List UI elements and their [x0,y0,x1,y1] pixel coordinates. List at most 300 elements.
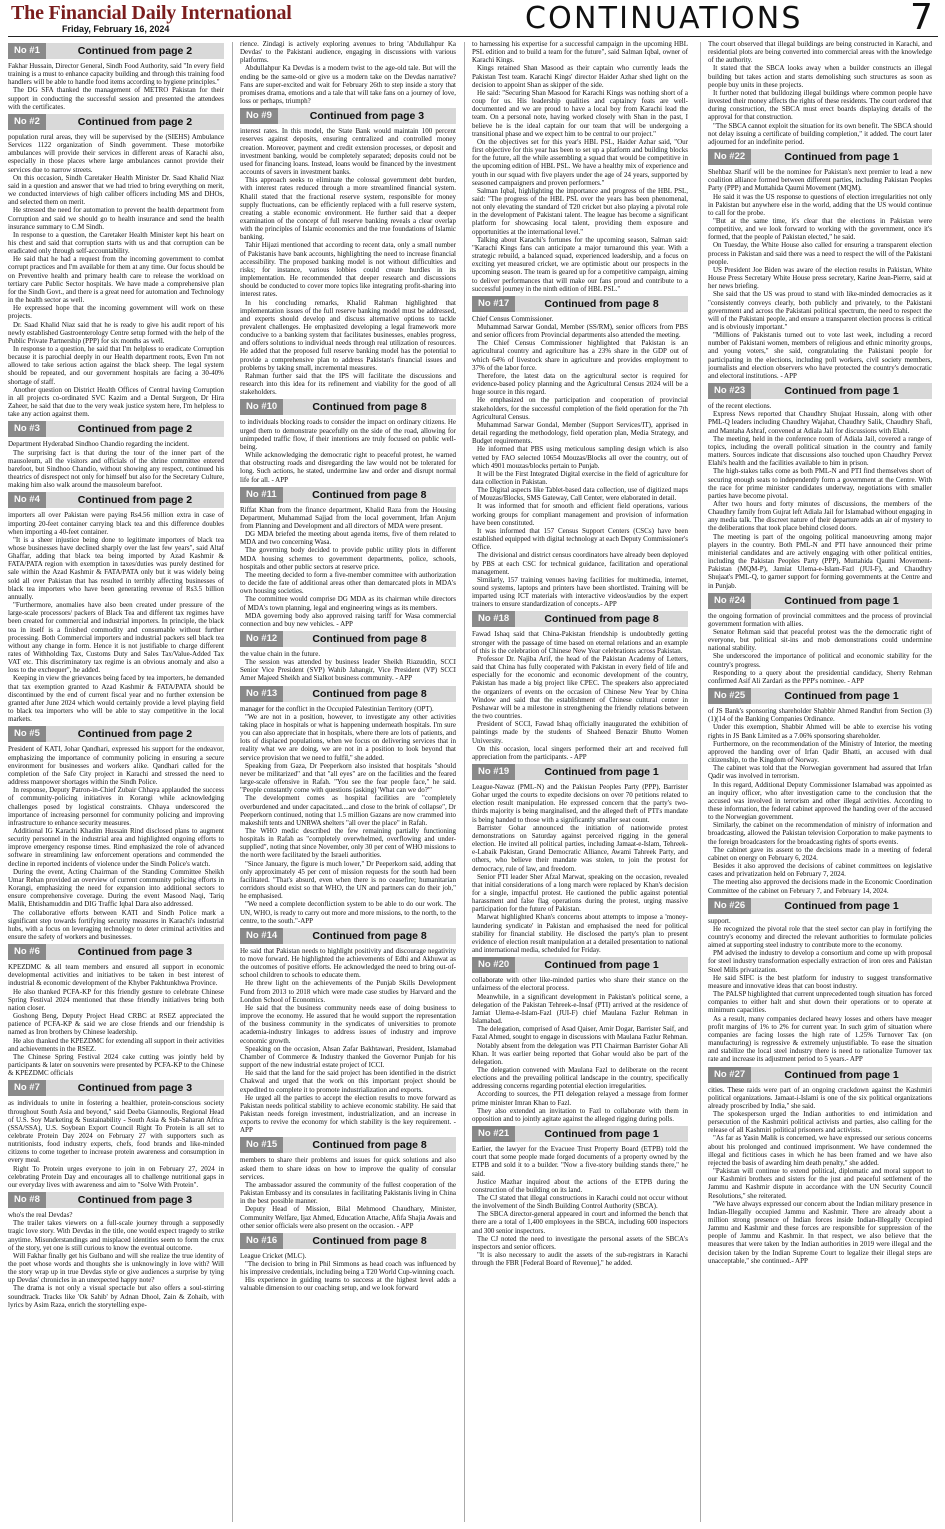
article-header [240,108,456,124]
article-paragraph: In response to a question, he said that I'm helpless to eradicate Corruption because it is parochial deeply in our Health department roots, Even I'm not allowed to take serious action against the black sheep. The legal system should be repeated, and our government hospitals are facing a 30-40% shortage of staff. [8,345,224,386]
article-paragraph: While acknowledging the democratic right to peaceful protest, he warned that obstructing roads and disregarding the law would not be tolerated for long. Such actions, he stated, undermine law and order and disrupt normal life for all. - APP [240,451,456,484]
article-continuation [8,726,224,941]
continued-from-label: Continued from page 1 [515,957,688,973]
article-paragraph: On Tuesday, the White House also called for ensuring a transparent election process in Pakistan and said there was a need to respect the will of the Pakistani people. [708,241,932,266]
article-header [8,1192,224,1208]
article-paragraph: Similarly, the cabinet on the recommendation of ministry of information and broadcasting, allowed the Pakistan television Corporation to make payments to the foreign broadcasters for the broadcasting rights of sports events. [708,821,932,846]
article-paragraph: Deputy Head of Mission, Bilal Mehmood Chaudhary, Minister, Community Welfare, Ijaz Ahmed, Education Attache, Afifa Shajia Awais and other senior officials were also present on the occasion. - APP [240,1205,456,1230]
article-paragraph: Senator Rehman said that peaceful protest was the the democratic right of everyone, but political sit-ins and mob demonstrations could undermine national stability. [708,628,932,653]
article-paragraph: Barrister Gohar announced the initiation of nationwide protest demonstrations on Saturday against perceived rigging in the general election. He invited all political parties, including Jamaat-e-Islam, Tehreek-e-Labaik Pakistan, Grand Democratic Alliance, Awami Tahreek Party, and others, who believe their mandate was stolen, to join the protest for democracy, rule of law, and freedom. [472,823,688,873]
article-header [240,928,456,944]
article-paragraph: After two hours and forty minutes of discussions, the members of the Chaudhry family from Gujrat left Adiala Jail for Islamabad without engaging in any media talk. The discreet nature of their departure adds an air of mystery to the deliberations that took place behind closed doors. [708,499,932,533]
article-paragraph: "Millions of Pakistanis turned out to vote last week, including a record number of Pakistani women, members of religious and ethnic minority groups, and young voters," she said, congratulating the Pakistani people for participating in the elections, including poll workers, civil society members, journalists and election observers who have protected the country's democratic and electoral institutions. - APP [708,331,932,380]
article-header [240,686,456,702]
article-header [708,898,932,914]
continued-from-label: Continued from page 2 [46,492,224,508]
article-paragraph: US President Joe Biden was aware of the election results in Pakistan, White House Press Secretary White House press secretary, Karine Jean-Pierre, said at her news briefing. [708,265,932,291]
article-paragraph: Furthermore, on the recommendation of the Ministry of Interior, the meeting approved the handing over of Irfan Qadir Bhatti, an accused with dual citizenship, to the Kingdom of Norway. [708,739,932,765]
article-continuation [8,43,224,111]
article-paragraph: Dr. Saad Khalid Niaz said that he is ready to give his audit report of his newly established Gastroenterology Centre setup formed with the help of the Public Private Partnership (PPP) for six months as well. [8,320,224,345]
article-paragraph: Muhammad Sarwar Gondal, Member (SS/RM), senior officers from PBS and senior officers from Provincial departments also attended the meeting. [472,323,688,340]
article-paragraph: During the event, Acting Chairman of the Standing Committee Sheikh Umar Rehan provided an overview of current community policing efforts in Korangi, emphasizing the need for expansion into additional sectors to ensure comprehensive coverage. During the event Masood Naqi, Tariq Malik, Ehtishamuddin and DIG Traffic Iqbal Dara also addressed. [8,867,224,909]
article-paragraph: Express News reported that Chaudhry Shujaat Hussain, along with other PML-Q leaders including Chaudhry Wajahat, Chaudhry Salik, Chaudhry Shafi, and Mantaha Ashraf, convened at Adiala Jail for discussions with Elahi. [708,410,932,435]
article-paragraph: Notably absent from the delegation was PTI Chairman Barrister Gohar Ali Khan. It was earlier being reported that Gohar would also be part of the delegation. [472,1041,688,1066]
masthead-divider [8,36,938,37]
article-paragraph: On the objectives set for this year's HBL PSL, Haider Azhar said, "Our first objective for this year has been to set up a platform and building blocks for the future, all the while assembling a squad that would be competitive in the upcoming edition of HBL PSL. We have a healthy mix of experience and youth in our squad with five players under the age of 24 years, supported by seasoned campaigners and proven performers." [472,137,688,187]
article-paragraph: The CJ stated that illegal constructions in Karachi could not occur without the involvement of the Sindh Building Control Authority (SBCA). [472,1194,688,1211]
article-paragraph: "Furthermore, anomalies have also been created under pressure of the large-scale processors/ packers of Black Tea and different tax regimes have been created for commercial and industrial importers. In principle, the black tea in itself is a finished commodity and consumable without further processing. Both Commercial importers and industrial packers sell black tea without any change in form. Hence it is not justifiable to charge different rates of Withholding Tax, Customs Duty and Sales Tax/Value-Added Tax VAT etc. This discriminatory tax regime is an obvious anomaly and also a loss to the exchequer", he added. [8,601,224,675]
continued-from-label: Continued from page 3 [46,1192,224,1208]
article-continuation [8,421,224,489]
article-body [472,40,688,293]
article-continuation [240,487,456,628]
article-paragraph: He also thanked PCFA-KP for this friendly gesture to celebrate Chinese Spring Festival 2024 mentioned that these friendly initiatives bring both nation closer. [8,987,224,1012]
article-number-badge: No #13 [240,686,283,702]
article-header [472,764,688,780]
article-continuation [240,399,456,483]
newspaper-name: The Financial Daily International [11,2,292,24]
article-paragraph: He said that Pakistan needs to highlight positivity and discourage negativity to move forward. He highlighted the achievements of Edhi and Akhuwat as the outcomes of positive efforts. He acknowledged the need to bring out-of-school children to schools to educate them. [240,946,456,980]
article-number-badge: No #19 [472,764,515,780]
article-paragraph: Besides it also approved the decisions of cabinet committees on legislative cases and privatization held on February 7, 2024. [708,862,932,879]
article-number-badge: No #5 [8,726,46,742]
continued-from-label: Continued from page 8 [283,487,456,503]
article-continuation [240,1233,456,1293]
article-paragraph: Fakhar Hussain, Director General, Sindh Food Authority, said "In every field training is a must to enhance capacity building and through this training food handlers will be able to handle food items according to hygiene principles." [8,62,224,87]
article-paragraph: who's the real Devdas? [8,1211,73,1220]
article-continuation [240,928,456,1135]
article-header [240,487,456,503]
article-paragraph: "We have always expressed our concern about the Indian military presence in Indian-Illegally occupied Jammu and Kashmir. There are already about a million strong presence of Indian forces inside Indian-Illegally Occupied Jammu and Kashmir and these forces are responsible for suppression of the people of Jammu and Kashmir. In that respect, we also believe that the measures that were taken by the Indian authorities in 2019 were illegal and the decision taken by the Indian Supreme Court to legalize their illegal steps are unacceptable," she continued.- APP [708,1199,932,1265]
article-paragraph: support. [708,916,731,925]
article-number-badge: No #23 [708,383,751,399]
article-paragraph: The PALSP highlighted that current unprecedented tough situation has forced companies to either halt and shut down their operations or to operate at minimum capacities. [708,990,932,1015]
article-body [8,62,224,111]
article-paragraph: The cabinet was told that the Norwegian government had assured that Irfan Qadir was involved in terrorism. [708,764,932,781]
article-paragraph: The development comes as hospital facilities are "completely overburdened and under capacitated....and close to the brink of collapse", Dr Peeperkorn continued, noting that 1.5 million Gazans are now crammed into makeshift tents and UNRWA shelters "all over the place" in Rafah. [240,794,456,827]
article-paragraph: He emphasized on the participation and cooperation of provincial stakeholders, for the successful completion of the field operation for the 7th Agricultural Census. [472,396,688,421]
article-paragraph: President of SCCI, Fawad Ishaq officially inaugurated the exhibition of paintings made by the students of Shaheed Benazir Bhutto Women University. [472,720,688,745]
article-paragraph: Justice Mazhar inquired about the actions of the ETPB during the construction of the building on its land. [472,1177,688,1194]
article-paragraph: "The SBCA cannot exploit the situation for its own benefit. The SBCA should not delay issuing a certificate of building completion," it added. The court later adjourned for an indefinite period. [708,121,932,146]
article-paragraph: In his concluding remarks, Khalid Rahman highlighted that implementation issues of the full reserve banking model must be addressed, and experts should develop and discuss alternative options to tackle prevalent challenges. He emphasized developing a legal framework more conducive to a banking system that facilitates businesses, enables progress, and offers solutions to individual needs through real utilization of resources. He added that the proposed full reserve banking model has the potential to provide a comprehensive plan to address Pakistan's financial issues and problems by taking small, incremental measures. [240,298,456,372]
article-continuation [240,40,456,105]
article-body [8,963,224,1077]
article-paragraph: The Chief Census Commissioner highlighted that Pakistan is an agricultural country and agriculture has a 23% share in the GDP out of which 64% of livestock share in agriculture and provides employment to 37% of the labor force. [472,339,688,372]
article-paragraph: "The decision to bring in Phil Simmons as head coach was influenced by his impressive credentials, including being a T20 World Cup-winning coach. [240,1260,456,1277]
article-paragraph: MDA governing body also approved raising tariff for Wasa commercial connection and buy new vehicles. - APP [240,611,456,628]
continued-from-label: Continued from page 8 [283,399,456,415]
article-number-badge: No #10 [240,399,283,415]
article-header [708,149,932,165]
article-number-badge: No #8 [8,1192,46,1208]
article-header [708,1067,932,1083]
article-paragraph: He expressed hope that the incoming government will work on these projects. [8,304,224,321]
article-body [240,705,456,925]
continued-from-label: Continued from page 3 [46,1080,224,1096]
column-1 [8,40,224,1524]
article-paragraph: League-Nawaz (PML-N) and the Pakistan Peoples Party (PPP), Barrister Gohar urged the courts to expedite decisions on over 70 petitions related to election result manipulation. He expressed concern that the party's two-thirds majority is being marginalised, and the alleged theft of PTI's mandate is being handed to those with a significantly smaller seat count. [472,782,688,824]
article-paragraph: Similarly, 157 training venues having facilities for multimedia, internet, sound systems, laptops and printers have been shortlisted. Training will be imparted using ICT materials with interactive videos/audios by the expert trainers to ensure standardization of concepts.- APP [472,575,688,609]
article-paragraph: He also thanked the KPEZDMC for extending all support in their activities and achievements in the RSEZ. [8,1036,224,1053]
section-title: CONTINUATIONS [525,1,803,36]
continued-from-label: Continued from page 3 [278,108,456,124]
article-paragraph: The Chinese Spring Festival 2024 cake cutting was jointly held by participants & later on souvenirs were presented by PCFA-KP to the Chinese & KPEZDMC officials [8,1052,224,1078]
article-paragraph: Senior PTI leader Sher Afzal Marwat, speaking on the occasion, revealed that initial considerations of a long march were replaced by Khan's decision for a single, impactful protest. He cautioned the public against potential harassment and false flag operations during the protest, urging massive participation for the future of Pakistan. [472,872,688,914]
continued-from-label: Continued from page 1 [751,149,932,165]
article-paragraph: "But at the same time, it's clear that the elections in Pakistan were competitive, and we look forward to working with the government, once it's formed, that the people of Pakistan elected," he said. [708,216,932,242]
article-paragraph: "Pakistan will continue to extend political, diplomatic and moral support to our Kashmiri brothers and sisters for the just and peaceful settlement of the Jammu and Kashmir dispute in accordance with the UN Security Council Resolutions," she reiterated. [708,1167,932,1200]
page-number: 7 [910,0,933,38]
article-paragraph: "We are not in a position, however, to investigate any other activities taking place in hospitals or what is happening underneath hospitals. I'm sure you can also appreciate that in hospitals, where there are lots of patients, and lots of displaced populations, when we focus on delivering services that in reality what we are doing, we are not in a position to look beyond that service provision that we need to fulfil," she added. [240,712,456,762]
article-paragraph: "As far as Yasin Malik is concerned, we have expressed our serious concerns about his prolonged and continued imprisonment. We have condemned the illegal and fictitious cases in which he has been framed and we have also rejected the basis of awarding him death penalty," she added. [708,1134,932,1167]
article-paragraph: The SBCA director-general appeared in court and informed the bench that there are a total of 1,400 employees in the SBCA, including 600 inspectors and 300 senior inspectors. [472,1210,688,1235]
article-paragraph: The DG SFA thanked the management of METRO Pakistan for their support in conducting the successful session and presented the attendees with the certificates. [8,86,224,111]
article-body [8,511,224,723]
column-divider [700,42,701,1522]
continued-from-label: Continued from page 8 [283,631,456,647]
article-paragraph: He threw light on the achievements of the Punjab Skills Development Fund from 2013 to 2018 which were made case studies by Harvard and the London School of Economics. [240,979,456,1004]
article-paragraph: Muhammad Sarwar Gondal, Member (Support Services/IT), apprised in detail regarding the methodology, field operation plan, Media Strategy, and Budget requirements. [472,420,688,446]
article-continuation [708,149,932,380]
article-paragraph: The WHO medic described the few remaining partially functioning hospitals in Rafah as "completely overwhelmed, overflowing and under-supplied", noting that since November, only 30 per cent of WHO missions to the north were facilitated by the Israeli authorities. [240,826,456,860]
column-4 [708,40,932,1524]
article-number-badge: No #21 [472,1126,515,1142]
continued-from-label: Continued from page 2 [46,726,224,742]
article-header [708,688,932,704]
continued-from-label: Continued from page 2 [46,43,224,59]
article-number-badge: No #11 [240,487,283,503]
article-continuation [472,1126,688,1267]
article-body [240,1252,456,1293]
continued-from-label: Continued from page 8 [283,928,456,944]
article-paragraph: The CJ noted the need to investigate the personal assets of the SBCA's inspectors and senior officers. [472,1234,688,1251]
article-paragraph: cities. These raids were part of an ongoing crackdown against the Kashmiri political organizations. Jamaat-i-Islami is one of the six political organizations already proscribed by India," she said. [708,1085,932,1110]
article-paragraph: He stressed the need for automation to prevent the health department from Corruption and said we should go to health insurance and send the health insurance summary to C.M Sindh. [8,206,224,231]
article-body [708,917,932,1064]
article-paragraph: "It is also necessary to audit the assets of the sub-registrars in Karachi through the FBR [Federal Board of Revenue]," he added. [472,1251,688,1268]
article-paragraph: interest rates. In this model, the State Bank would maintain 100 percent reserves against deposits, ensuring centralized and controlled money creation. Moreover, payment and credit extension processes, or deposit and investment banking, would be completely separated; deposits could not be used for financing loans. Instead, loans would be financed by the investment accounts of savers in investment banks. [240,127,456,177]
masthead [0,0,945,36]
article-paragraph: Marwat highlighted Khan's concerns about attempts to impose a 'money-laundering syndicate' in Pakistan and emphasised the need for political stability for financial stability. He disclosed the party's plan to present evidence of election result manipulation at a detailed presentation to national and international media, scheduled for Friday. [472,913,688,955]
article-paragraph: The meeting is part of the ongoing political manoeuvring among major players in the country. Both PML-N and PTI have announced their prime ministerial candidates and are actively engaging with other political entities, including the Pakistan Peoples Party (PPP), Muttahida Qaumi Movement-Pakistan (MQM-P), Jamiat Ulema-e-Islam-Fazl (JUI-F), and Chaudhry Shujaat's PML-Q, to garner support for forming governments at the Centre and in Punjab. [708,532,932,590]
continued-from-label: Continued from page 1 [515,764,688,780]
article-paragraph: The court observed that illegal buildings are being constructed in Karachi, and residential plots are being converted into commercial areas with the knowledge of the authority. [708,40,932,65]
article-body [472,976,688,1123]
article-paragraph: Another question on District Health Offices of Central having Corruption in all projects co-ordinated SVC Kazim and a Dental Surgeon, Dr Hira Zaheer, he said that due to the very weak justice system here, I'm helpless to take any action against them. [8,385,224,419]
continued-from-label: Continued from page 2 [46,114,224,130]
article-paragraph: Right To Protein urges everyone to join in on February 27, 2024 in celebrating Protein Day and encourages all to challenge nutritional gaps in our everyday lives with awareness and aim to "Solve With Protein". [8,1164,224,1189]
article-paragraph: to harnessing his expertise for a successful campaign in the upcoming HBL PSL edition and to build a team for the future", said Salman Iqbal, owner of Karachi Kings. [472,40,688,65]
article-paragraph: Will Fakhar finally get his Gulbano and will she realize the true identity of the poet whose words and thoughts she is unknowingly in love with? Will the story wrap up in true Devdas style or give audiences a surprise by tying up Devdas' chronicles in an unexpected happy note? [8,1251,224,1285]
article-paragraph: As a result, many companies declared heavy losses and others have meager profit margins of 1% to 2% for current year. In such grim of situation where companies are facing losses the high rate of 1.25% Turnover Tax (on manufacturing) is regressive & extremely unjustifiable. To ease the situation and stabilize the local steel industry there is need to rationalize Turnover tax rate and increase its adjustment period to 5 years.- APP [708,1014,932,1064]
article-paragraph: DG MDA briefed the meeting about agenda items, five of them related to MDA and two concerning Wasa. [240,530,456,547]
article-paragraph: On this occasion, Sindh Caretaker Health Minister Dr. Saad Khalid Niaz said in a question and answer that we had tried to bring everything on merit, we conducted interviews of high caliber officers including MS and DHOs, and selected them on merit. [8,173,224,207]
article-paragraph: Professor Dr. Najiba Arif, the head of the Pakistan Academy of Letters, said that China has fully cooperated with Pakistan in every field of life and especially for the economic and economic development of the country, Pakistan has made a big project like CPEC. The speakers also appreciated the organizers of events on the occasion of Chinese New Year by China Window and said that the establishment of Chinese cultural center in Peshawar will be a milestone in strengthening the friendly relations between the two countries. [472,654,688,721]
article-header [708,593,932,609]
article-number-badge: No #7 [8,1080,46,1096]
article-header [240,1233,456,1249]
article-paragraph: In response, Deputy Patron-in-Chief Zubair Chhaya applauded the success of community-policing initiatives in Korangi while acknowledging challenges posed by logistical constraints. Chhaya underscored the importance of increasing personnel for community policing and improving infrastructure to enhance security measures. [8,786,224,827]
article-paragraph: Kings retained Shan Masood as their captain who currently leads the Pakistan Test team. Karachi Kings' director Haider Azhar shed light on the decision to appoint Shan as skipper of the side. [472,64,688,89]
article-continuation [8,944,224,1077]
article-paragraph: "We need a complete deconfliction system to be able to do our work. The UN, WHO, is ready to carry out more and more missions, to the north, to the centre, to the south."-APP [240,900,456,925]
article-paragraph: The delegation convened with Maulana Fazl to deliberate on the recent elections and the prevailing political landscape in the country, specifically addressing concerns regarding potential election irregularities. [472,1065,688,1091]
article-header [472,957,688,973]
article-number-badge: No #4 [8,492,46,508]
article-number-badge: No #14 [240,928,283,944]
continued-from-label: Continued from page 8 [283,686,456,702]
article-continuation [8,1080,224,1189]
article-paragraph: KPEZDMC & all team members and ensured all support in economic developmental activities and initiatives to be taken in best interest of industrial & economic development of the Khyber Pakhtunkhwa Province. [8,963,224,988]
article-continuation [240,631,456,683]
article-continuation [240,1137,456,1229]
article-paragraph: The meeting, held in the conference room of Adiala Jail, covered a range of topics, including the overall political situation in the country and family matters. Sources indicate that discussions also touched upon Chaudhry Pervez Elahi's health and the facilities available to him in prison. [708,434,932,468]
article-paragraph: They also extended an invitation to Fazl to collaborate with them in opposition and to jointly agitate against the alleged rigging during polls. [472,1106,688,1123]
column-divider [464,42,465,1522]
article-paragraph: The drama is not only a visual spectacle but also offers a soul-stirring soundtrack. Tracks like 'Ok Sahib' by Adnan Dhool, Zain & Zohaib, with lyrics by Asim Raza, enrich the storytelling expe- [8,1284,224,1309]
article-body [240,1156,456,1229]
article-header [472,611,688,627]
article-paragraph: the value chain in the future. [240,650,321,658]
continued-from-label: Continued from page 8 [283,1137,456,1153]
continued-from-label: Continued from page 1 [751,1067,932,1083]
article-body [708,168,932,380]
article-header [8,43,224,59]
article-paragraph: This approach seeks to eliminate the colossal government debt burden, with interest rates reduced through a more streamlined financial system. Khalil stated that the fractional reserve system, responsible for money supply fluctuations, can be efficiently replaced with a full reserve system, creating a stable economic environment. He further said that a deeper examination of the concept of full reserve banking reveals a clear overlap with the principles of Islamic economics and the true foundations of Islamic banking. [240,176,456,242]
article-paragraph: of JS Bank's sponsoring shareholder Shabbir Ahmed Randhri from Section (3)(1)(14 of the Banking Companies Ordinance. [708,707,932,724]
continued-from-label: Continued from page 1 [751,383,932,399]
article-number-badge: No #12 [240,631,283,647]
article-body [472,783,688,954]
article-paragraph: Talking about Karachi's fortunes for the upcoming season, Salman said: "Karachi Kings fans can anticipate a major turnaround this year. With a strategic rebuild, a balanced squad, experienced leadership, and a focus on exciting yet measured cricket, we are optimistic about our prospects in the upcoming season. The team is geared up for a competitive campaign, aiming to deliver performances that will make our fans proud and contribute to a successful journey in the ninth edition of HBL PSL." [472,235,688,293]
article-paragraph: collaborate with other like-minded parties who share their stance on the unfairness of the electoral process. [472,976,688,993]
article-paragraph: It further noted that bulldozing illegal buildings where common people have invested their money affects the rights of these residents. The court ordered that during construction, the SBCA must erect boards displaying details of the approval for that construction. [708,88,932,122]
article-body [708,40,932,146]
article-paragraph: to individuals blocking roads to consider the impact on ordinary citizens. He urged them to demonstrate peacefully on the side of the road, allowing for unimpeded traffic flow, if their intentions are truly focused on public well-being. [240,418,456,451]
article-continuation [8,114,224,418]
article-paragraph: He said SIFC is the best platform for industry to suggest transformative measure and innovative ideas that can boost industry. [708,973,932,990]
article-number-badge: No #25 [708,688,751,704]
article-paragraph: "Since January, the figure is much lower," Dr Peeperkorn said, adding that only approximately 45 per cent of mission requests for the south had been facilitated. "That's absurd, even when there is no ceasefire; humanitarian corridors should exist so that WHO, the UN and partners can do their job," he emphasised. [240,859,456,901]
article-paragraph: importers all over Pakistan were paying Rs4.56 million extra in case of importing 20-feet container carrying black tea and this difference doubles when importing a 40-feet container. [8,511,224,536]
article-body [8,1211,224,1309]
article-header [472,296,688,312]
column-2 [240,40,456,1524]
article-header [8,421,224,437]
article-paragraph: rience. Zindagi is actively exploring avenues to bring 'Abdullahpur Ka Devdas' to the Pakistani audience, engaging in discussions with various platforms. [240,40,456,65]
article-paragraph: Department Hyderabad Sindhoo Chandio regarding the incident. [8,440,189,449]
article-header [8,1080,224,1096]
article-paragraph: It will be the First Integrated Digital exercise in the field of agriculture for data collection in Pakistan. [472,469,688,486]
article-paragraph: The ambassador assured the community of the fullest cooperation of the Pakistan Embassy and its consulates in facilitating Pakistanis living in China in the best possible manner. [240,1180,456,1206]
article-header [240,1137,456,1153]
article-paragraph: The spokesperson urged the Indian authorities to end intimidation and persecution of the Kashmiri political activists and parties, also calling for the release of all Kashmiri political prisoners and activists. [708,1109,932,1135]
article-paragraph: Meanwhile, in a significant development in Pakistan's political scene, a delegation of the Pakistan Tehreek-e-Insaf (PTI) arrived at the residence of Jamiat Ulema-e-Islam-Fazl (JUI-F) chief Maulana Fazlur Rehman in Islamabad. [472,992,688,1026]
article-paragraph: Under this exemption, Shabbir Ahmed will be able to exercise his voting rights in JS Bank Limited as a 7.06% sponsoring shareholder. [708,723,932,740]
article-paragraph: The surprising fact is that during the tour of the inner part of the mausoleum, all the visitors and officials of the shrine committee entered barefoot, but Sindhoo Chandio, without showing any respect, continued his theatrics of disrespect not only for himself but also for the Secretary Culture, making him also walk around the mausoleum barefoot. [8,448,224,490]
continued-from-label: Continued from page 8 [515,296,688,312]
article-paragraph: His experience in guiding teams to success at the highest level adds a valuable dimension to our coaching setup, and we look forward [240,1276,456,1293]
article-paragraph: Keeping in view the grievances being faced by tea importers, he demanded that tax exemption granted to Azad Kashmir & FATA/PATA should be discontinued by the end of current fiscal year and no further extension be granted after June 2024 which would certainly provide a level playing field to black tea importers who will be able to stay competitive in the local markets. [8,674,224,724]
article-paragraph: The trailer takes viewers on a full-scale journey through a supposedly tragic love story. With Devdas in the title, one would expect tragedy to strike anytime. Misunderstandings and misplaced identities seem to form the crux of the story, yet one is still curious to know the eventual outcome. [8,1219,224,1252]
article-paragraph: He said that the business community needs ease of doing business to improve the economy. He assured that he would support the representation of the business community in the syndicates of universities to promote academia-industry linkages to address issues of industry and improve economic growth. [240,1003,456,1045]
article-continuation [708,898,932,1064]
article-paragraph: According to sources, the PTI delegation relayed a message from former prime minister Imran Khan to Fazl. [472,1090,688,1107]
continued-from-label: Continued from page 2 [46,421,224,437]
article-paragraph: of the recent elections. [708,402,772,411]
article-paragraph: Fawad Ishaq said that China-Pakistan friendship is undoubtedly getting stronger with the passage of time based on eternal relations and an example of this is the celebration of Chinese New Year celebrations across Pakistan. [472,630,688,655]
article-number-badge: No #27 [708,1067,751,1083]
article-paragraph: as individuals to unite in fostering a healthier, protein-conscious society throughout South Asia and beyond," said Deeba Giannoulis, Regional Head of U.S. Soy Marketing & Sustainability - South Asia & Sub-Saharan Africa (SSA/SSA), U.S. Soybean Export Council Right To Protein is all set to celebrate Protein Day 2024 on February 27 with supporters such as nutritionists, food industry experts, chefs, food brands and like-minded citizens to come together to increase protein awareness and consumption in every meal. [8,1099,224,1165]
article-number-badge: No #18 [472,611,515,627]
article-paragraph: League Cricket (MLC). [240,1251,307,1260]
article-body [240,40,456,105]
article-paragraph: In this regard, Additional Deputy Commissioner Islamabad was appointed as an inquiry officer, who after investigation came to the conclusion that the accused was involved in terrorism and other illegal activities. According to these information, the federal cabinet approved the handing over of the accused to the Norwegian government. [708,780,932,822]
article-paragraph: The Digital aspects like Tablet-based data collection, use of digitized maps of Mouzas/Blocks, SMS Gateway, Call Center, were elaborated in detail. [472,486,688,503]
article-body [8,1099,224,1189]
article-continuation [8,1192,224,1309]
article-number-badge: No #22 [708,149,751,165]
article-body [240,127,456,396]
article-header [8,114,224,130]
article-body [8,133,224,418]
continued-from-label: Continued from page 1 [751,898,932,914]
article-header [240,399,456,415]
article-number-badge: No #26 [708,898,751,914]
article-continuation [240,108,456,396]
article-body [472,630,688,761]
article-paragraph: the ongoing formation of provincial committees and the process of provincial government formation with allies. [708,611,932,628]
article-paragraph: Riffat Khan from the finance department, Khalid Raza from the Housing Department, Muhammad Sajjad from the local government, Irfan Anjum from Planning and Development and all directors of MDA were present. [240,505,456,530]
article-paragraph: The session was attended by business leader Sheikh Riazuddin, SCCI Senior Vice President (SVP) Wahib Jahangir, Vice President (VP) SCCI Amer Majeed Sheikh and Sialkot business community. - APP [240,658,456,683]
article-body [8,440,224,489]
article-header [8,944,224,960]
article-body [240,506,456,628]
article-paragraph: "It is a sheer injustice being done to legitimate importers of black tea whose businesses have declined sharply over the last few years", said Altaf Ghaffar, adding that black tea being imported by Azad Kashmir & FATA/PATA region with exemption in taxes/duties was purely destined for sale within the Azad Kashmir & FATA/PATA only but it was widely being sold all over Pakistan that has resulted in terribly affecting businesses of black tea importers who have been generating revenue of Rs3.5 billion annually. [8,535,224,601]
article-paragraph: Tahir Hijazi mentioned that according to recent data, only a small number of Pakistanis have bank accounts, highlighting the need to increase financial accessibility. The proposed banking model is not without difficulties and risks; for instance, various lobbies could create hurdles in its implementation. He recommended that deeper research and discussions should be conducted to cover more topics like integrating profit-sharing into interest rates. [240,241,456,299]
article-paragraph: Chief Census Commissioner. [472,314,554,323]
article-number-badge: No #16 [240,1233,283,1249]
article-number-badge: No #3 [8,421,46,437]
article-continuation [472,957,688,1123]
article-number-badge: No #24 [708,593,751,609]
article-body [8,745,224,941]
article-number-badge: No #2 [8,114,46,130]
continued-from-label: Continued from page 1 [751,688,932,704]
article-paragraph: population rural areas, they will be supervised by the (SIEHS) Ambulance Services 1122 organization of Sindh government. These motorbike ambulances will provide their services in different areas of Karachi also, especially in those places where large ambulances cannot provide their services due to narrow streets. [8,132,224,174]
article-number-badge: No #1 [8,43,46,59]
article-paragraph: manager for the conflict in the Occupied Palestinian Territory (OPT). [240,704,434,713]
article-body [708,402,932,590]
continued-from-label: Continued from page 8 [515,611,688,627]
column-divider [232,42,233,1522]
article-paragraph: Earlier, the lawyer for the Evacuee Trust Property Board (ETPB) told the court that some people made forged documents of a property owned by the ETPB and sold it to a builder. "Now a five-story building stands there," he said. [472,1145,688,1178]
article-continuation [472,296,688,609]
article-body [708,707,932,895]
article-paragraph: Therefore, the latest data on the agricultural sector is required for evidence-based policy planning and the Agricultural Census 2024 will be a huge source in this regard. [472,371,688,397]
article-paragraph: Responding to a query about the presidential candidacy, Sherry Rehman confirmed Asif Ali Zardari as the PPP's nominee. - APP [708,668,932,685]
continued-from-label: Continued from page 1 [751,593,932,609]
article-paragraph: He said that he had a request from the incoming government to combat corrupt practices and I'm available for them at any time. Our focus should be on Preventive health and primary health care to release the workload on tertiary care Public Sector hospitals. We have made a comprehensive plan for the Sindh Govt., and there is a great need for automation and Technology in the health sector as well. [8,255,224,305]
article-paragraph: She underscored the importance of political and economic stability for the country's progress. [708,652,932,669]
article-header [472,1126,688,1142]
article-paragraph: The meeting decided to form a five-member committee with authorization to decide the fate of additional areas other than demarcated plots in MDA's own housing societies. [240,570,456,596]
issue-date: Friday, February 16, 2024 [62,24,170,34]
article-paragraph: It was informed that for smooth and efficient field operations, various working groups for compliant management and provision of information have been constituted. [472,502,688,527]
article-paragraph: It was informed that 157 Census Support Centers (CSCs) have been established equipped with digital technology at each Deputy Commissioner's Office. [472,526,688,552]
article-paragraph: In response to a question, the Caretaker Health Minister kept his heart on his chest and said that corruption starts with us and that corruption can be eradicated only through self-accountability. [8,230,224,256]
article-body [472,315,688,609]
article-paragraph: He said that the land for the said project has been identified in the district Chakwal and urged that the work on this important project should be expedited to complete it to promote industrialization and exports. [240,1069,456,1094]
article-paragraph: Speaking on the occasion, Ahsan Zafar Bakhtawari, President, Islamabad Chamber of Commerce & Industry thanked the Governor Punjab for his support of the new industrial estate project of ICCI. [240,1044,456,1070]
article-paragraph: The delegation, comprised of Asad Qaiser, Amir Dogar, Barrister Saif, and Fazal Ahmed, sought to engage in discussions with Maulana Fazlur Rehman. [472,1025,688,1042]
article-continuation [8,492,224,723]
column-3 [472,40,688,1524]
article-paragraph: She said that the US was proud to stand with like-minded democracies as it "consistently conveys clearly, both publicly and privately, to the Pakistani government and across the Pakistani political spectrum, the need to respect the will of the Pakistani people, and ensure a transparent election process is critical and is obviously important." [708,290,932,331]
article-body [240,418,456,483]
article-body [708,612,932,685]
article-number-badge: No #17 [472,296,515,312]
article-paragraph: He recognized the pivotal role that the steel sector can play in fortifying the country's economy and directed the relevant authorities to formulate policies aimed at supporting steel industry to contribute more to the economy. [708,924,932,950]
article-continuation [708,593,932,685]
article-paragraph: He said: "Securing Shan Masood for Karachi Kings was nothing short of a coup for us. His leadership qualities and captaincy feats are well-documented and we are proud to have a local boy from Karachi lead the team. On a personal note, having worked closely with Shan in the past, I believe he is the ideal captain for our team that will be undergoing a transitional phase and we expect him to be central to our project." [472,88,688,138]
article-paragraph: On this occasion, local singers performed their art and received full appreciation from the participants. - APP [472,744,688,761]
article-header [8,726,224,742]
article-paragraph: President of KATI, Johar Qandhari, expressed his support for the endeavor, emphasizing the importance of community policing in ensuring a secure environment for businesses and workers alike. Qandhari called for the completion of the Safe City project in Karachi and stressed the need to address manpower shortages within the Sindh Police. [8,745,224,787]
article-paragraph: Additional IG Karachi Khadim Hussain Rind disclosed plans to augment security personnel in the industrial area and highlighted ongoing efforts to improve emergency response times. Rind emphasized the role of advanced software in streamlining law enforcement operations and commended the decline in reported incidents of violence under the Sindh Police's watch. [8,826,224,868]
article-paragraph: Shehbaz Sharif will be the nominee for Pakistan's next premier to lead a new coalition alliance formed between different parties, including Pakistan Peoples Party (PPP) and Muttahida Qaumi Movement (MQM). [708,168,932,193]
article-paragraph: It stated that the SBCA looks away when a builder constructs an illegal building but takes action and starts demolishing such structures as soon as people buy units in these projects. [708,64,932,89]
article-number-badge: No #15 [240,1137,283,1153]
article-paragraph: The high-stakes talks come as both PML-N and PTI find themselves short of securing enough seats to independently form a government at the Centre. With the race for prime minister candidates underway, negotiations with smaller parties have become pivotal. [708,467,932,500]
article-paragraph: He said it was the US response to questions of election irregularities not only in Pakistan but anywhere else in the world, adding that the US would continue to call for the probe. [708,192,932,217]
article-body [240,947,456,1135]
article-header [708,383,932,399]
article-paragraph: members to share their problems and issues for quick solutions and also asked them to share ideas on how to improve the quality of consular services. [240,1156,456,1181]
article-number-badge: No #20 [472,957,515,973]
continued-from-label: Continued from page 3 [46,944,224,960]
article-continuation [472,40,688,293]
article-paragraph: The committee would comprise DG MDA as its chairman while directors of MDA's town planning, legal and engineering wings as its members. [240,595,456,612]
article-paragraph: PM advised the industry to develop a consortium and come up with proposal for steel industry transformation especially extraction of iron ores and Pakistan Steel Mills privatization. [708,949,932,974]
article-paragraph: Rahman further said that the IPS will facilitate the discussions and research into this idea for its refinement and viability for the good of all stakeholders. [240,371,456,397]
article-paragraph: Goshong Beng, Deputy Project Head CRBC at RSEZ appreciated the patience of PCFA-KP & said we are close friends and our friendship is named as Iron brothers by Chinese leadership. [8,1012,224,1037]
article-paragraph: The collaborative efforts between KATI and Sindh Police mark a significant step towards fortifying security measures in Karachi's industrial hubs, with a focus on leveraging technology to deter criminal activities and ensure the safety of workers and businesses. [8,908,224,941]
article-paragraph: The divisional and district census coordinators have already been deployed by PBS at each CSC for technical guidance, facilitation and operational management. [472,551,688,576]
article-paragraph: The cabinet gave its assent to the decisions made in a meeting of federal cabinet on energy on February 6, 2024. [708,845,932,862]
article-body [708,1086,932,1265]
article-continuation [472,764,688,954]
article-continuation [708,40,932,146]
article-body [240,650,456,683]
article-paragraph: The meeting also approved the decisions made in the Economic Coordination Committee of the cabinet on February 7, and February 14, 2024. [708,878,932,895]
article-paragraph: The governing body decided to provide public utility plots in different MDA housing schemes to government departments, police, schools, hospitals and other public sectors at reserve price. [240,546,456,571]
article-continuation [708,688,932,895]
article-number-badge: No #6 [8,944,46,960]
article-continuation [708,383,932,590]
article-header [240,631,456,647]
article-paragraph: Abdullahpur Ka Devdas is a modern twist to the age-old tale. But will the ending be the same-old or give us a modern take on the Devdas narrative? Fans are super-excited and wait for February 26th to step inside a story that promises drama, emotions and a tale that will take fans on a journey of love, loss or perhaps, triumph? [240,64,456,106]
article-body [472,1145,688,1267]
article-number-badge: No #9 [240,108,278,124]
article-continuation [472,611,688,761]
continued-from-label: Continued from page 8 [283,1233,456,1249]
article-continuation [708,1067,932,1265]
article-header [8,492,224,508]
article-paragraph: Speaking from Gaza, Dr Peeperkorn also insisted that hospitals "should never be militarized" and that "all eyes" are on the facilities and the feared large-scale offensive in Rafah. "You see the fear people face," he said. "People constantly come with questions (asking) 'What can we do?'" [240,761,456,795]
article-paragraph: Salman Iqbal, highlighting the importance and progress of the HBL PSL, said: "The progress of the HBL PSL over the years has been phenomenal, not only elevating the standard of T20 cricket but also playing a pivotal role in the development of Pakistani talent. The league has become a significant platform for showcasing local talent, providing them exposure and opportunities at the international level." [472,186,688,236]
